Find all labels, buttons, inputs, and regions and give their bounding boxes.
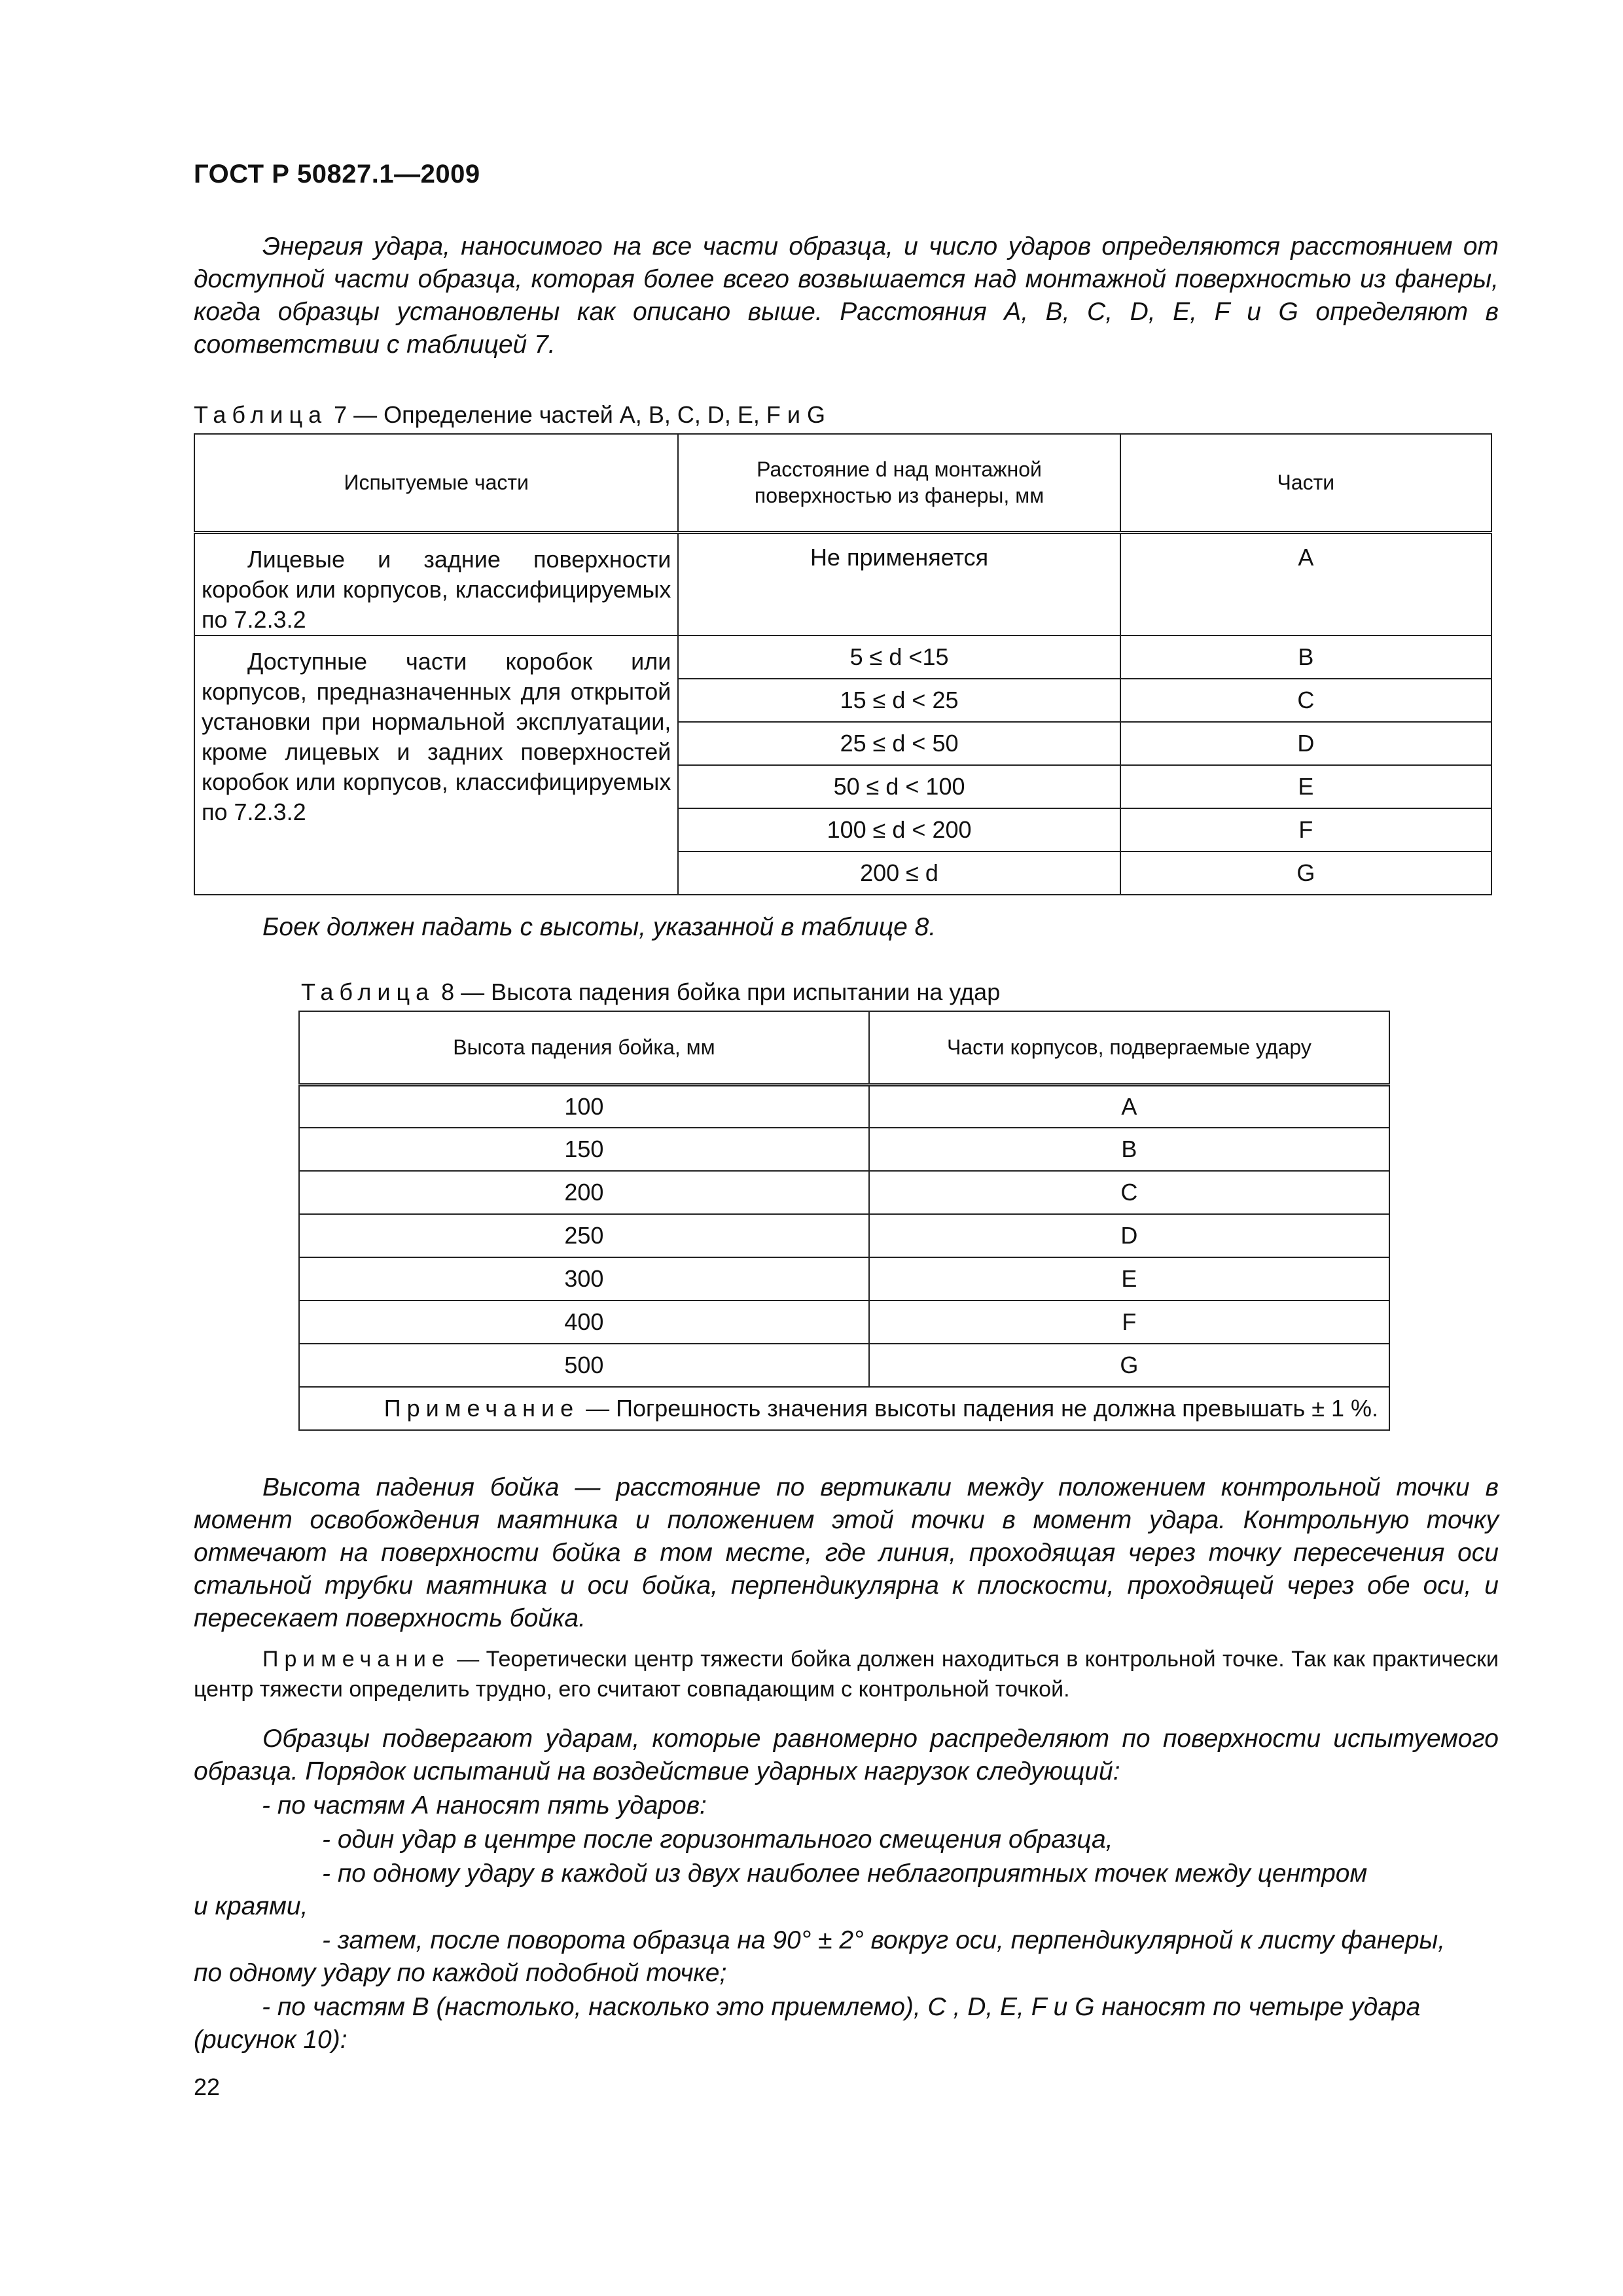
table7-row-part: D	[1120, 722, 1491, 765]
table8-row-part: D	[869, 1214, 1389, 1257]
table7-header-distance	[678, 434, 1120, 532]
table7-header-parts: Части	[1120, 434, 1491, 532]
table8-note-word: Примечание	[383, 1395, 580, 1422]
paragraph-drop-height-definition: Высота падения бойка — расстояние по вертикали между положением контрольной точки в момент освобождения маятника и положением этой точки в момент удара. Контрольную точку отмечают на поверхности бойка в том месте, где линия, проходящая через точку пересечения оси стальной трубки маятника и оси бойка, перпендикулярна к плоскости, проходящей через обе оси, и пересекает поверхность бойка.	[194, 1473, 1499, 1632]
table8-caption	[301, 978, 1000, 1007]
table8-row-part: C	[869, 1171, 1389, 1214]
table7-row-distance: 100 ≤ d < 200	[678, 808, 1120, 852]
table8	[298, 1011, 1390, 1431]
table7-row-part: C	[1120, 679, 1491, 722]
table7-group-description: Доступные части коробок или корпусов, предназначенных для открытой установки при нормальной эксплуатации, кроме лицевых и задних поверхностей коробок или корпусов, классифицируемых по 7.2.3.2	[194, 636, 678, 895]
list-item-continuation: и краями,	[194, 1892, 308, 1920]
table8-row-part: F	[869, 1300, 1389, 1344]
table8-row-part: E	[869, 1257, 1389, 1300]
list-item: - по частям В (настолько, насколько это приемлемо), C , D, E, F и G наносят по четыре удара	[262, 1993, 1421, 2021]
table8-row-height: 300	[299, 1257, 869, 1300]
list-item-continuation: по одному удару по каждой подобной точке;	[194, 1959, 727, 1987]
table7-header-distance-text: Расстояние d над монтажной поверхностью из фанеры, мм	[754, 457, 1044, 508]
table7-row-distance: 50 ≤ d < 100	[678, 765, 1120, 808]
list-item: - по одному удару в каждой из двух наиболее неблагоприятных точек между центром	[322, 1859, 1368, 1888]
table7-caption	[194, 401, 825, 429]
table7-caption-title: 7 — Определение частей A, B, C, D, E, F и G	[327, 401, 825, 428]
table7-row-distance: 5 ≤ d <15	[678, 636, 1120, 679]
list-item: - затем, после поворота образца на 90° ± 2° вокруг оси, перпендикулярной к листу фанеры,	[322, 1926, 1446, 1954]
list-item: - по частям А наносят пять ударов:	[262, 1791, 707, 1820]
table8-row-height: 150	[299, 1128, 869, 1171]
list-item: - один удар в центре после горизонтального смещения образца,	[322, 1825, 1113, 1854]
note-2-text: — Теоретически центр тяжести бойка должен находиться в контрольной точке. Так как практически центр тяжести определить трудно, его считают совпадающим с контрольной точкой.	[194, 1647, 1499, 1702]
table8-note-text: — Погрешность значения высоты падения не должна превышать ± 1 %.	[579, 1395, 1378, 1422]
page-number: 22	[194, 2073, 221, 2100]
table7-row-distance: 25 ≤ d < 50	[678, 722, 1120, 765]
table8-row-part: A	[869, 1085, 1389, 1128]
table8-caption-title: 8 — Высота падения бойка при испытании на удар	[435, 978, 1001, 1005]
table7-row-part: B	[1120, 636, 1491, 679]
note-2-word: Примечание	[262, 1647, 450, 1672]
standard-header: ГОСТ Р 50827.1—2009	[194, 160, 480, 188]
table7-header-tested-parts: Испытуемые части	[194, 434, 678, 532]
table7-row-a-description: Лицевые и задние поверхности коробок или корпусов, классифицируемых по 7.2.3.2	[194, 532, 678, 636]
table8-note	[299, 1387, 1389, 1430]
table7-row-distance: 15 ≤ d < 25	[678, 679, 1120, 722]
table7-row-part: F	[1120, 808, 1491, 852]
table8-header-parts: Части корпусов, подвергаемые удару	[869, 1011, 1389, 1085]
paragraph-impact-energy: Энергия удара, наносимого на все части образца, и число ударов определяются расстоянием от доступной части образца, которая более всего возвышается над монтажной поверхностью из фанеры, когда образцы установлены как описано выше. Расстояния A, B, C, D, E, F и G определяют в соответствии с таблицей 7.	[194, 232, 1499, 359]
table8-caption-word: Таблица	[301, 978, 435, 1005]
table7	[194, 433, 1492, 895]
paragraph-drop-height: Боек должен падать с высоты, указанной в таблице 8.	[262, 913, 936, 941]
table8-row-part: G	[869, 1344, 1389, 1387]
table8-row-height: 400	[299, 1300, 869, 1344]
paragraph-test-order: Образцы подвергают ударам, которые равномерно распределяют по поверхности испытуемого образца. Порядок испытаний на воздействие ударных нагрузок следующий:	[194, 1725, 1499, 1785]
table7-row-part: E	[1120, 765, 1491, 808]
note-center-of-gravity	[194, 1644, 1499, 1704]
table8-row-part: B	[869, 1128, 1389, 1171]
table8-row-height: 100	[299, 1085, 869, 1128]
table8-row-height: 250	[299, 1214, 869, 1257]
table7-row-distance: 200 ≤ d	[678, 852, 1120, 895]
table7-row-a-distance: Не применяется	[678, 532, 1120, 636]
table8-header-height: Высота падения бойка, мм	[299, 1011, 869, 1085]
list-item-continuation: (рисунок 10):	[194, 2026, 348, 2054]
table7-row-part: G	[1120, 852, 1491, 895]
table8-row-height: 500	[299, 1344, 869, 1387]
table7-row-a-part: A	[1120, 532, 1491, 636]
table7-caption-word: Таблица	[194, 401, 328, 428]
table8-row-height: 200	[299, 1171, 869, 1214]
